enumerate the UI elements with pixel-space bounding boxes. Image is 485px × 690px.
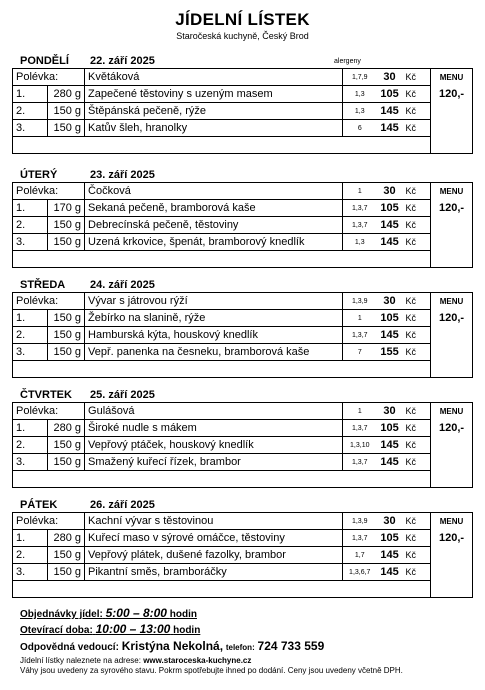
menu-cell [431, 454, 473, 471]
currency-label: Kč [403, 183, 431, 200]
menu-cell [431, 120, 473, 137]
day-name: PÁTEK [20, 499, 58, 511]
meal-row [13, 234, 473, 251]
meal-amount: 150 g [48, 437, 85, 454]
soup-row [13, 513, 473, 530]
menu-label: MENU [431, 69, 473, 86]
meal-number: 2. [13, 547, 48, 564]
meal-row [13, 454, 473, 471]
meal-price: 145 [377, 217, 403, 234]
day-section [12, 168, 472, 268]
meal-number: 3. [13, 564, 48, 581]
menu-cell [431, 251, 473, 268]
meal-row [13, 310, 473, 327]
meal-name: Katův šleh, hranolky [85, 120, 343, 137]
web-url[interactable]: www.staroceska-kuchyne.cz [143, 656, 252, 665]
meal-row [13, 420, 473, 437]
manager-label: Odpovědná vedoucí: [20, 642, 119, 653]
web-text: Jídelní lístky naleznete na adrese: [20, 656, 144, 665]
currency-label: Kč [403, 234, 431, 251]
meal-row [13, 547, 473, 564]
menu-cell [431, 581, 473, 598]
meal-amount: 150 g [48, 103, 85, 120]
soup-price: 30 [377, 513, 403, 530]
meal-name: Uzená krkovice, špenát, bramborový knedlík [85, 234, 343, 251]
meal-name: Štěpánská pečeně, rýže [85, 103, 343, 120]
day-header [12, 54, 472, 68]
meal-allergens: 1,3,7 [343, 454, 377, 471]
currency-label: Kč [403, 420, 431, 437]
menu-cell [431, 327, 473, 344]
meal-amount: 150 g [48, 547, 85, 564]
disclaimer-note: Váhy jsou uvedeny za syrového stavu. Pokrm spotřebujte ihned po dodání. Ceny jsou uvedeny včetně DPH. [20, 666, 403, 675]
soup-allergens: 1 [343, 403, 377, 420]
soup-allergens: 1,7,9 [343, 69, 377, 86]
meal-amount: 280 g [48, 86, 85, 103]
meal-name: Hamburská kýta, houskový knedlík [85, 327, 343, 344]
soup-price: 30 [377, 183, 403, 200]
currency-label: Kč [403, 217, 431, 234]
meal-amount: 150 g [48, 327, 85, 344]
orders-line [20, 606, 480, 622]
meal-allergens: 7 [343, 344, 377, 361]
meal-name: Žebírko na slanině, rýže [85, 310, 343, 327]
allergens-header: alergeny [334, 58, 361, 65]
menu-label: MENU [431, 513, 473, 530]
currency-label: Kč [403, 564, 431, 581]
meal-allergens: 1,3,7 [343, 420, 377, 437]
meal-price: 105 [377, 86, 403, 103]
restaurant-subtitle: Staročeská kuchyně, Český Brod [176, 31, 309, 41]
soup-row [13, 69, 473, 86]
soup-price: 30 [377, 403, 403, 420]
meal-amount: 150 g [48, 344, 85, 361]
day-section [12, 498, 472, 598]
day-section [12, 388, 472, 488]
menu-cell [431, 103, 473, 120]
meal-amount: 280 g [48, 530, 85, 547]
meal-price: 105 [377, 310, 403, 327]
opening-time: 10:00 – 13:00 [95, 622, 171, 636]
meal-row [13, 564, 473, 581]
meal-name: Široké nudle s mákem [85, 420, 343, 437]
menu-cell [431, 471, 473, 488]
currency-label: Kč [403, 403, 431, 420]
soup-label: Polévka: [13, 293, 85, 310]
meal-name: Vepř. panenka na česneku, bramborová kaše [85, 344, 343, 361]
day-header [12, 388, 472, 402]
currency-label: Kč [403, 437, 431, 454]
orders-time: 5:00 – 8:00 [105, 606, 167, 620]
day-section [12, 278, 472, 378]
day-header [12, 168, 472, 182]
soup-name: Kachní vývar s těstovinou [85, 513, 343, 530]
meal-row [13, 103, 473, 120]
manager-name: Kristýna Nekolná, [121, 639, 224, 653]
menu-title: JÍDELNÍ LÍSTEK [175, 10, 310, 29]
currency-label: Kč [403, 344, 431, 361]
menu-cell [431, 344, 473, 361]
meal-row [13, 200, 473, 217]
currency-label: Kč [403, 454, 431, 471]
orders-label: Objednávky jídel: [20, 609, 103, 620]
meal-allergens: 1,3,7 [343, 530, 377, 547]
meal-number: 3. [13, 234, 48, 251]
meal-allergens: 1,3 [343, 103, 377, 120]
meal-name: Smažený kuřecí řízek, brambor [85, 454, 343, 471]
meal-number: 2. [13, 217, 48, 234]
meal-amount: 170 g [48, 200, 85, 217]
soup-allergens: 1,3,9 [343, 293, 377, 310]
currency-label: Kč [403, 310, 431, 327]
day-menu-table [12, 292, 473, 378]
meal-row [13, 120, 473, 137]
menu-label: MENU [431, 293, 473, 310]
soup-name: Gulášová [85, 403, 343, 420]
empty-cell [13, 251, 431, 268]
meal-number: 2. [13, 103, 48, 120]
soup-allergens: 1,3,9 [343, 513, 377, 530]
currency-label: Kč [403, 293, 431, 310]
empty-cell [13, 471, 431, 488]
meal-price: 155 [377, 344, 403, 361]
soup-label: Polévka: [13, 183, 85, 200]
opening-unit: hodin [173, 625, 201, 636]
empty-row [13, 251, 473, 268]
meal-allergens: 1 [343, 310, 377, 327]
day-name: PONDĚLÍ [20, 55, 69, 67]
meal-number: 3. [13, 120, 48, 137]
meal-price: 105 [377, 420, 403, 437]
day-name: STŘEDA [20, 279, 66, 291]
meal-price: 145 [377, 120, 403, 137]
currency-label: Kč [403, 200, 431, 217]
phone-number: 724 733 559 [257, 639, 325, 653]
meal-allergens: 1,3 [343, 86, 377, 103]
meal-price: 105 [377, 200, 403, 217]
meal-name: Pikantní směs, bramboráčky [85, 564, 343, 581]
day-date: 22. září 2025 [90, 55, 155, 67]
meal-amount: 150 g [48, 564, 85, 581]
meal-number: 1. [13, 310, 48, 327]
meal-amount: 280 g [48, 420, 85, 437]
day-name: ČTVRTEK [20, 389, 72, 401]
menu-cell [431, 564, 473, 581]
phone-label: telefon: [225, 643, 255, 652]
soup-name: Čočková [85, 183, 343, 200]
day-date: 23. září 2025 [90, 169, 155, 181]
meal-allergens: 1,3,7 [343, 327, 377, 344]
meal-name: Kuřecí maso v sýrové omáčce, těstoviny [85, 530, 343, 547]
menu-price: 120,- [431, 86, 473, 103]
meal-name: Vepřový plátek, dušené fazolky, brambor [85, 547, 343, 564]
meal-number: 1. [13, 86, 48, 103]
menu-label: MENU [431, 403, 473, 420]
meal-row [13, 217, 473, 234]
day-date: 25. září 2025 [90, 389, 155, 401]
empty-row [13, 581, 473, 598]
manager-line [20, 638, 480, 656]
meal-allergens: 1,3,10 [343, 437, 377, 454]
meal-allergens: 1,3,7 [343, 217, 377, 234]
menu-price: 120,- [431, 530, 473, 547]
soup-row [13, 403, 473, 420]
meal-amount: 150 g [48, 310, 85, 327]
meal-amount: 150 g [48, 234, 85, 251]
day-name: ÚTERÝ [20, 169, 58, 181]
meal-number: 3. [13, 454, 48, 471]
meal-price: 145 [377, 234, 403, 251]
soup-row [13, 293, 473, 310]
meal-number: 1. [13, 530, 48, 547]
soup-allergens: 1 [343, 183, 377, 200]
day-date: 24. září 2025 [90, 279, 155, 291]
meal-number: 2. [13, 437, 48, 454]
menu-price: 120,- [431, 200, 473, 217]
currency-label: Kč [403, 327, 431, 344]
meal-row [13, 530, 473, 547]
day-header [12, 498, 472, 512]
empty-cell [13, 137, 431, 154]
menu-cell [431, 361, 473, 378]
menu-cell [431, 547, 473, 564]
meal-allergens: 1,7 [343, 547, 377, 564]
meal-number: 1. [13, 420, 48, 437]
meal-number: 2. [13, 327, 48, 344]
currency-label: Kč [403, 86, 431, 103]
meal-price: 145 [377, 437, 403, 454]
meal-number: 3. [13, 344, 48, 361]
currency-label: Kč [403, 69, 431, 86]
day-section [12, 54, 472, 154]
day-menu-table [12, 512, 473, 598]
meal-number: 1. [13, 200, 48, 217]
meal-price: 145 [377, 327, 403, 344]
meal-allergens: 6 [343, 120, 377, 137]
meal-row [13, 86, 473, 103]
meal-allergens: 1,3 [343, 234, 377, 251]
meal-price: 145 [377, 547, 403, 564]
meal-amount: 150 g [48, 120, 85, 137]
empty-row [13, 361, 473, 378]
menu-cell [431, 137, 473, 154]
menu-label: MENU [431, 183, 473, 200]
meal-amount: 150 g [48, 454, 85, 471]
meal-row [13, 344, 473, 361]
soup-price: 30 [377, 69, 403, 86]
menu-price: 120,- [431, 310, 473, 327]
meal-price: 145 [377, 103, 403, 120]
meal-price: 105 [377, 530, 403, 547]
meal-name: Sekaná pečeně, bramborová kaše [85, 200, 343, 217]
soup-row [13, 183, 473, 200]
meal-price: 145 [377, 454, 403, 471]
day-menu-table [12, 68, 473, 154]
meal-price: 145 [377, 564, 403, 581]
menu-cell [431, 437, 473, 454]
menu-cell [431, 217, 473, 234]
soup-label: Polévka: [13, 69, 85, 86]
day-header [12, 278, 472, 292]
currency-label: Kč [403, 513, 431, 530]
currency-label: Kč [403, 547, 431, 564]
meal-name: Vepřový ptáček, houskový knedlík [85, 437, 343, 454]
soup-label: Polévka: [13, 403, 85, 420]
day-menu-table [12, 182, 473, 268]
meal-name: Zapečené těstoviny s uzeným masem [85, 86, 343, 103]
web-line [20, 656, 480, 666]
meal-allergens: 1,3,7 [343, 200, 377, 217]
opening-label: Otevírací doba: [20, 625, 93, 636]
opening-line [20, 622, 480, 638]
meal-row [13, 437, 473, 454]
currency-label: Kč [403, 103, 431, 120]
meal-row [13, 327, 473, 344]
currency-label: Kč [403, 120, 431, 137]
empty-cell [13, 361, 431, 378]
soup-name: Květáková [85, 69, 343, 86]
meal-amount: 150 g [48, 217, 85, 234]
orders-unit: hodin [169, 609, 197, 620]
empty-cell [13, 581, 431, 598]
soup-name: Vývar s játrovou rýží [85, 293, 343, 310]
day-menu-table [12, 402, 473, 488]
soup-label: Polévka: [13, 513, 85, 530]
currency-label: Kč [403, 530, 431, 547]
meal-name: Debrecínská pečeně, těstoviny [85, 217, 343, 234]
empty-row [13, 137, 473, 154]
menu-price: 120,- [431, 420, 473, 437]
meal-allergens: 1,3,6,7 [343, 564, 377, 581]
day-date: 26. září 2025 [90, 499, 155, 511]
empty-row [13, 471, 473, 488]
soup-price: 30 [377, 293, 403, 310]
footer [20, 606, 480, 676]
menu-cell [431, 234, 473, 251]
